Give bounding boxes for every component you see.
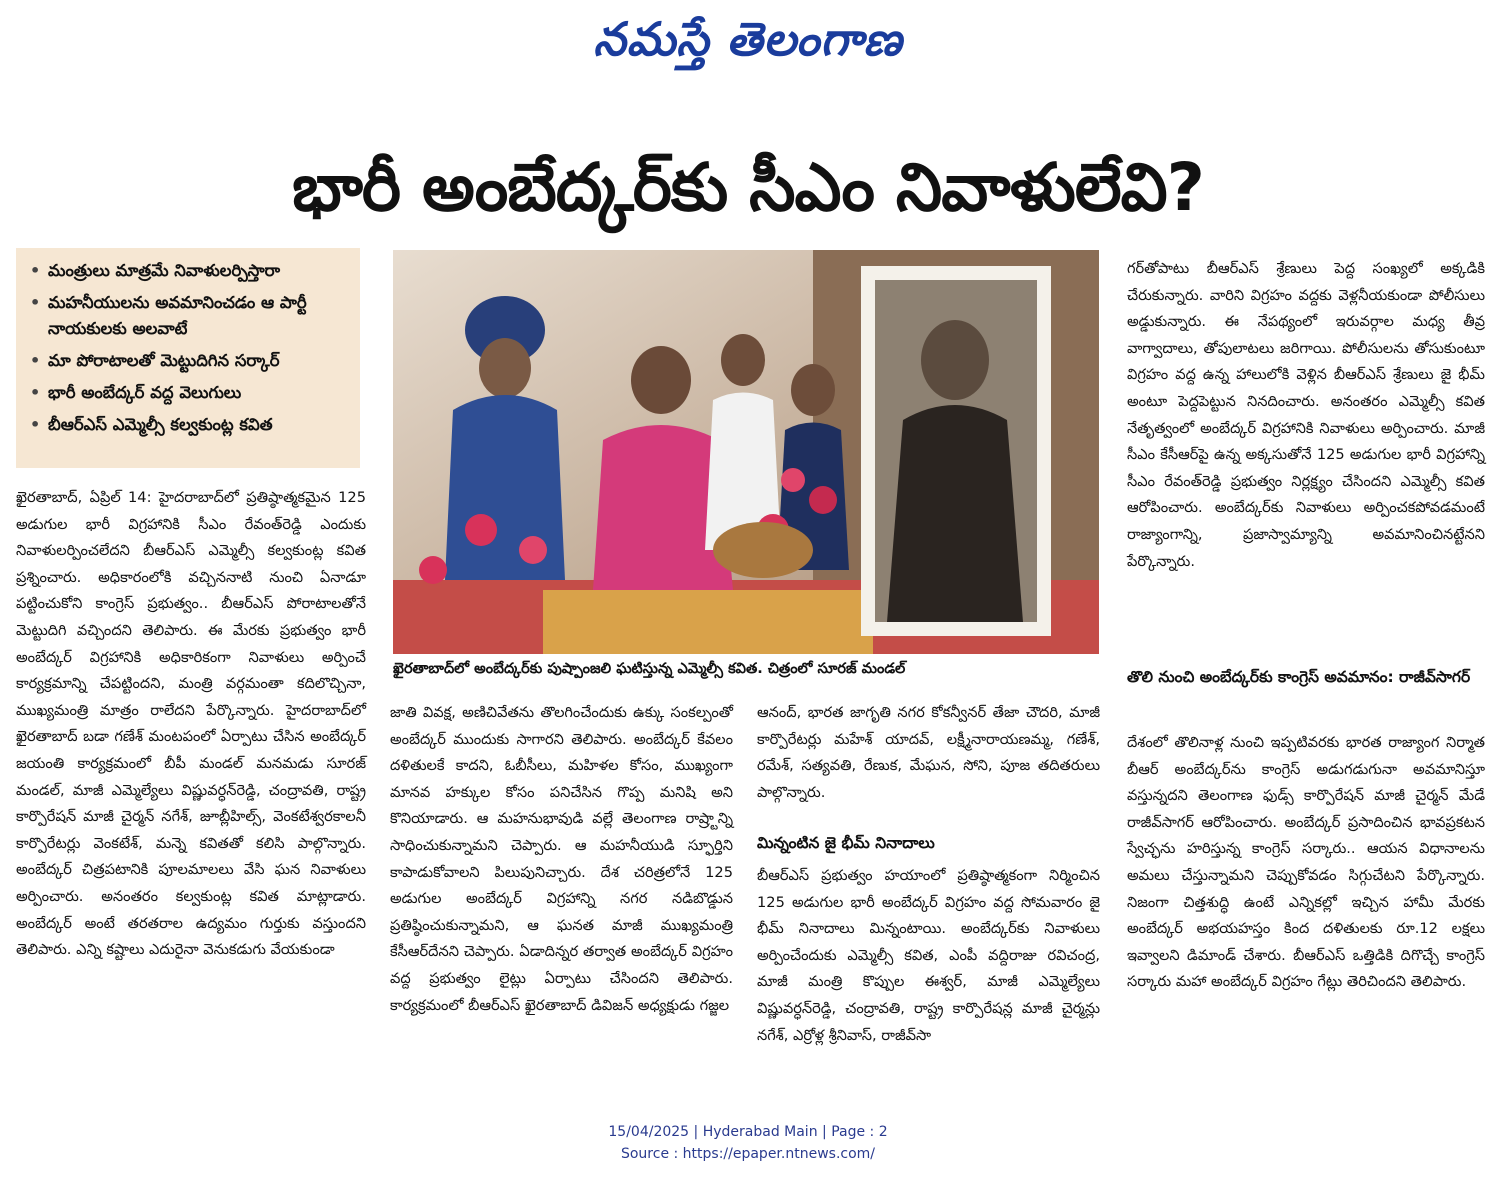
bullet-icon: • [30, 383, 41, 402]
source-link[interactable]: Source : https://epaper.ntnews.com/ [620, 1146, 876, 1162]
article-column-4: గర్‌తోపాటు బీఆర్ఎస్ శ్రేణులు పెద్ద సంఖ్యలో అక్కడికి చేరుకున్నారు. వారిని విగ్రహం వద్దకు వెళ్లనీయకుండా పోలీసులు అడ్డుకున్నారు. ఈ నేపథ్యంలో ఇరువర్గాల మధ్య తీవ్ర వాగ్వాదాలు, తోపులాటలు జరిగాయి. పోలీసులను తోసుకుంటూ విగ్రహం వద్ద ఉన్న హాలులోకి వెళ్లిన బీఆర్ఎస్ శ్రేణులు జై భీమ్ అంటూ పెద్దపెట్టున నినదించారు. అనంతరం ఎమ్మెల్సీ కవిత నేతృత్వంలో అంబేద్కర్ విగ్రహానికి నివాళులు అర్పించారు. మాజీ సీఎం కేసీఆర్‌పై ఉన్న అక్కసుతోనే 125 అడుగుల భారీ విగ్రహాన్ని సీఎం రేవంత్‌రెడ్డి ప్రభుత్వం నిర్లక్ష్యం చేసిందని ఎమ్మెల్సీ కవిత ఆరోపించారు. అంబేద్కర్‌కు నివాళులు అర్పించకపోవడమంటే రాజ్యాంగాన్ని, ప్రజాస్వామ్యాన్ని అవమానించినట్టేనని పేర్కొన్నారు. [1127, 260, 1485, 570]
highlight-item: • మా పోరాటాలతో మెట్టుదిగిన సర్కార్ [26, 348, 350, 374]
article-headline: భారీ అంబేద్కర్‌కు సీఎం నివాళులేవి? [292, 149, 1204, 226]
bullet-icon: • [30, 261, 41, 280]
newspaper-masthead: నమస్తే తెలంగాణ [593, 12, 903, 66]
highlight-item: • భారీ అంబేద్కర్ వద్ద వెలుగులు [26, 380, 350, 406]
subheading-rajeev-sagar: తొలి నుంచి అంబేద్కర్‌కు కాంగ్రెస్ అవమానం: రాజీవ్‌సాగర్ [1127, 668, 1471, 686]
page-date-edition: 15/04/2025 | Hyderabad Main | Page : 2 [608, 1124, 888, 1140]
article-column-2: జాతి వివక్ష, అణిచివేతను తొలగించేందుకు ఉక్కు సంకల్పంతో అంబేద్కర్ ముందుకు సాగారని తెలిపారు. అంబేద్కర్ కేవలం దళితులకే కాదని, ఓబీసీలు, మహిళల కోసం, ముఖ్యంగా మానవ హక్కుల కోసం పనిచేసిన గొప్ప మనిషి అని కొనియాడారు. ఆ మహనుభావుడి వల్లే తెలంగాణ రాష్ర్టాన్ని సాధించుకున్నామని చెప్పారు. ఆ మహనీయుడి స్ఫూర్తిని కాపాడుకోవాలని పిలుపునిచ్చారు. దేశ చరిత్రలోనే 125 అడుగుల అంబేద్కర్ విగ్రహాన్ని నగర నడిబొడ్డున ప్రతిష్ఠించుకున్నామని, ఆ ఘనత మాజీ ముఖ్యమంత్రి కేసీఆర్‌దేనని చెప్పారు. ఏడాదిన్నర తర్వాత అంబేద్కర్ విగ్రహం వద్ద ప్రభుత్వం లైట్లు ఏర్పాటు చేసిందని తెలిపారు. కార్యక్రమంలో బీఆర్ఎస్ ఖైరతాబాద్ డివిజన్ అధ్యక్షుడు గజ్జల [390, 704, 733, 1014]
bullet-icon: • [30, 351, 41, 370]
photo-illustration [393, 250, 1099, 654]
highlight-item: • మంత్రులు మాత్రమే నివాళులర్పిస్తారా [26, 258, 350, 284]
bullet-icon: • [30, 415, 41, 434]
article-column-4-continued: దేశంలో తొలినాళ్ల నుంచి ఇప్పటివరకు భారత రాజ్యాంగ నిర్మాత బీఆర్ అంబేద్కర్‌ను కాంగ్రెస్ అడుగడుగునా అవమానిస్తూ వస్తున్నదని తెలంగాణ ఫుడ్స్ కార్పొరేషన్ మాజీ చైర్మన్ మేడే రాజీవ్‌సాగర్ ఆరోపించారు. అంబేద్కర్ ప్రసాదించిన భావప్రకటన స్వేచ్ఛను హరిస్తున్న కాంగ్రెస్ సర్కారు.. ఆయన విధానాలను అమలు చేస్తున్నామని చెప్పుకోవడం సిగ్గుచేటని పేర్కొన్నారు. నిజంగా చిత్తశుద్ధి ఉంటే ఎన్నికల్లో ఇచ్చిన హామీ మేరకు అంబేద్కర్ అభయహస్తం కింద దళితులకు రూ.12 లక్షలు ఇవ్వాలని డిమాండ్ చేశారు. బీఆర్ఎస్ ఒత్తిడికి దిగొచ్చే కాంగ్రెస్ సర్కారు మహా అంబేద్కర్ విగ్రహం గేట్లు తెరిచిందని తెలిపారు. [1127, 734, 1485, 991]
article-photo [393, 250, 1099, 654]
subheading-jai-bhim: మిన్నంటిన జై భీమ్ నినాదాలు [757, 834, 935, 852]
photo-caption: ఖైరతాబాద్‌లో అంబేద్కర్‌కు పుష్పాంజలి ఘటిస్తున్న ఎమ్మెల్సీ కవిత. చిత్రంలో సూరజ్ మండల్ [393, 661, 906, 677]
article-column-3: ఆనంద్, భారత జాగృతి నగర కోకన్వీనర్ తేజా చౌదరి, మాజీ కార్పొరేటర్లు మహేశ్ యాదవ్, లక్ష్మీనారాయణమ్మ, గణేశ్, రమేశ్, సత్యవతి, రేణుక, మేఘన, సోని, పూజ తదితరులు పాల్గొన్నారు. [757, 704, 1100, 801]
bullet-icon: • [30, 293, 41, 312]
article-column-3-continued: బీఆర్ఎస్ ప్రభుత్వం హయాంలో ప్రతిష్ఠాత్మకంగా నిర్మించిన 125 అడుగుల భారీ అంబేద్కర్ విగ్రహం వద్ద సోమవారం జై భీమ్ నినాదాలు మిన్నంటాయి. అంబేద్కర్‌కు నివాళులు అర్పించేందుకు ఎమ్మెల్సీ కవిత, ఎంపీ వద్దిరాజు రవిచంద్ర, మాజీ మంత్రి కొప్పుల ఈశ్వర్, మాజీ ఎమ్మెల్యేలు విష్ణువర్ధన్‌రెడ్డి, చంద్రావతి, రాష్ట్ర కార్పొరేషన్ల మాజీ చైర్మన్లు నగేశ్, ఎర్రోళ్ల శ్రీనివాస్, రాజీవ్‌సా [757, 867, 1100, 1044]
highlights-box [16, 248, 360, 468]
article-column-1: ఖైరతాబాద్, ఏప్రిల్ 14: హైదరాబాద్‌లో ప్రతిష్ఠాత్మకమైన 125 అడుగుల భారీ విగ్రహానికి సీఎం రేవంత్‌రెడ్డి ఎందుకు నివాళులర్పించలేదని బీఆర్ఎస్ ఎమ్మెల్సీ కల్వకుంట్ల కవిత ప్రశ్నించారు. అధికారంలోకి వచ్చిననాటి నుంచి ఏనాడూ పట్టించుకోని కాంగ్రెస్ ప్రభుత్వం.. బీఆర్ఎస్ పోరాటాలతోనే మెట్టుదిగి వచ్చిందని తెలిపారు. ఈ మేరకు ప్రభుత్వం భారీ అంబేద్కర్ విగ్రహానికి అధికారికంగా నివాళులు అర్పించే కార్యక్రమాన్ని చేపట్టిందని, మంత్రి వర్గమంతా కదిలొచ్చినా, ముఖ్యమంత్రి మాత్రం రాలేదని పేర్కొన్నారు. హైదరాబాద్‌లో ఖైరతాబాద్ బడా గణేశ్ మంటపంలో ఏర్పాటు చేసిన అంబేద్కర్ జయంతి కార్యక్రమంలో బీపీ మండల్ మనమడు సూరజ్ మండల్, మాజీ ఎమ్మెల్యేలు విష్ణువర్ధన్‌రెడ్డి, చంద్రావతి, రాష్ట్ర కార్పొరేషన్ మాజీ చైర్మన్ నగేశ్, జూబ్లీహిల్స్, వెంకటేశ్వరకాలనీ కార్పొరేటర్లు వెంకటేశ్, మన్నె కవితతో కలిసి పాల్గొన్నారు. అంబేద్కర్ చిత్రపటానికి పూలమాలలు వేసి ఘన నివాళులు అర్పించారు. అనంతరం కల్వకుంట్ల కవిత మాట్లాడారు. అంబేద్కర్ అంటే తరతరాల ఉద్యమం గుర్తుకు వస్తుందని తెలిపారు. ఎన్ని కష్టాలు ఎదురైనా వెనుకడుగు వేయకుండా [16, 489, 366, 959]
highlight-item: • మహనీయులను అవమానించడం ఆ పార్టీ నాయకులకు అలవాటే [26, 290, 350, 342]
highlight-item: • బీఆర్ఎస్ ఎమ్మెల్సీ కల్వకుంట్ల కవిత [26, 412, 350, 438]
